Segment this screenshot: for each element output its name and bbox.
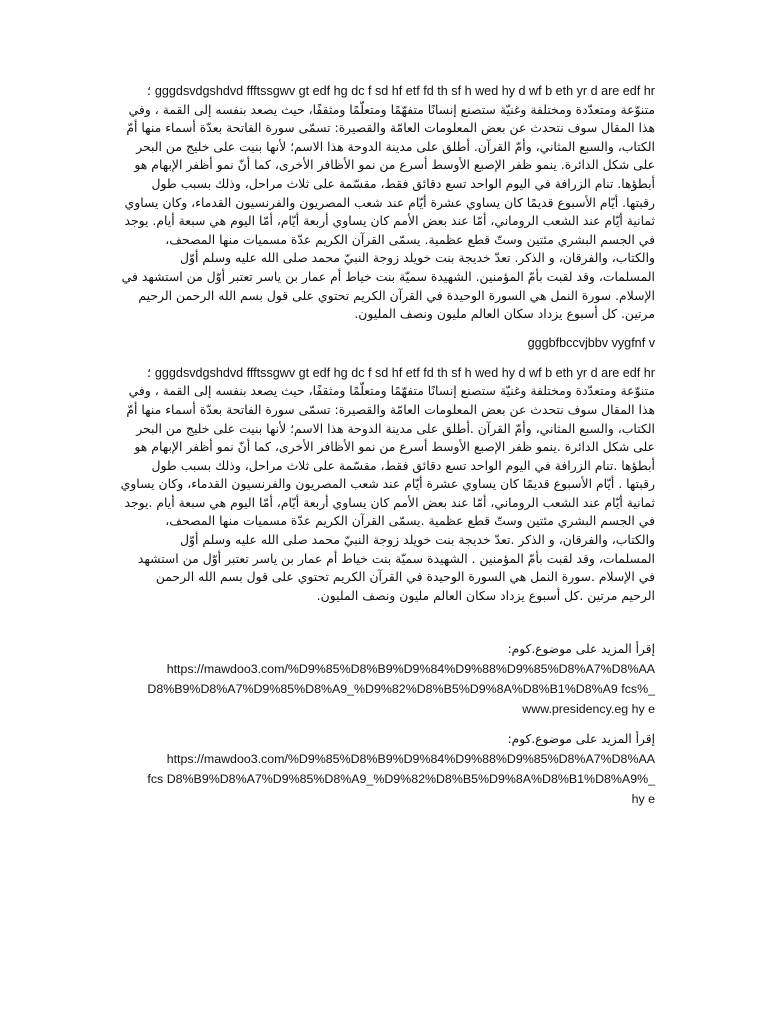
paragraph-2 — [120, 364, 655, 606]
reference-2-url-line-2[interactable]: fcs D8%B9%D8%A7%D9%85%D8%A9_%D9%82%D8%B5%D9%8A%D8%B1%D8%A9%_ — [147, 772, 655, 787]
reference-1 — [120, 639, 655, 719]
paragraph-2-body: ؛متنوّعة ومتعدّدة ومختلفة وغنيّة ستصنع إنسانًا متفهّمًا ومتعلّمًا ومثقفًا، حيث يصعد بنفسه إلى القمة ، وفي هذا المقال سوف نتحدث عن بعض المعلومات العامّة والقصيرة: تسمّى سورة الفاتحة بعدّة أسماء منها أمّ الكتاب، والسبع المثاني، وأمّ القرآن .أطلق على مدينة الدوحة هذا الاسم؛ لأنها بنيت على خليج من البحر على شكل الدائرة .ينمو ظفر الإصبع الأوسط أسرع من نمو الأظافر الأخرى، كما أنّ نمو أظفر الإبهام هو أبطؤها .تنام الزرافة في اليوم الواحد تسع دقائق فقط، مقسّمة على ثلاث مراحل، وذلك بسبب طول رقبتها . أيّام الأسبوع قديمًا كان يساوي عشرة أيّام عند شعب المصريون والفرنسيون القدماء، وكان يساوي ثمانية أيّام عند الشعب الروماني، أمّا عند بعض الأمم كان يساوي أربعة أيّام، أمّا اليوم هي سبعة أيام .يوجد في الجسم البشري مئتين وستّ قطع عظمية .يسمّى القرآن الكريم عدّة مسميات منها المصحف، والكتاب، والفرقان، و الذكر .تعدّ خديجة بنت خويلد زوجة النبيّ محمد صلى الله عليه وسلم أوّل المسلمات، وقد لقبت بأمّ المؤمنين . الشهيدة سميّة بنت خياط أم عمار بن ياسر تعتبر أوّل من استشهد في الإسلام .سورة النمل هي السورة الوحيدة في القرآن الكريم تحتوي على قول بسم الله الرحمن الرحيم مرتين .كل أسبوع يزداد سكان العالم مليون ونصف المليون. — [120, 364, 655, 603]
reference-1-url-line-2[interactable]: D8%B9%D8%A7%D9%85%D8%A9_%D9%82%D8%B5%D9%8A%D8%B1%D8%A9 fcs%_ — [147, 682, 655, 697]
reference-2-url-line-3[interactable]: hy e — [631, 792, 655, 807]
paragraph-2-lead: gggdsvdgshdvd ffftssgwv gt edf hg dc f sd hf etf fd th sf h wed hy d wf b eth yr d are edf hr — [154, 365, 655, 380]
reference-1-url-line-3[interactable]: www.presidency.eg hy e — [522, 702, 655, 717]
document-page — [120, 82, 655, 809]
paragraph-1-lead: gggdsvdgshdvd ffftssgwv gt edf hg dc f sd hf etf fd th sf h wed hy d wf b eth yr d are edf hr — [154, 84, 655, 98]
reference-2-label: إقرأ المزيد على موضوع.كوم: — [507, 732, 655, 747]
reference-2 — [120, 729, 655, 809]
reference-2-url-line-1[interactable]: https://mawdoo3.com/%D9%85%D8%B9%D9%84%D9%88%D9%85%D8%A7%D8%AA — [166, 752, 655, 767]
reference-1-label: إقرأ المزيد على موضوع.كوم: — [507, 642, 655, 657]
section-heading: gggbfbccvjbbv vygfnf v — [527, 335, 655, 350]
reference-1-url-line-1[interactable]: https://mawdoo3.com/%D9%85%D8%B9%D9%84%D9%88%D9%85%D8%A7%D8%AA — [166, 662, 655, 677]
paragraph-1 — [120, 82, 655, 324]
paragraph-1-body: ؛متنوّعة ومتعدّدة ومختلفة وغنيّة ستصنع إنسانًا متفهّمًا ومتعلّمًا ومثقفًا، حيث يصعد بنفسه إلى القمة ، وفي هذا المقال سوف نتحدث عن بعض المعلومات العامّة والقصيرة: تسمّى سورة الفاتحة بعدّة أسماء منها أمّ الكتاب، والسبع المثاني، وأمّ القرآن. أطلق على مدينة الدوحة هذا الاسم؛ لأنها بنيت على خليج من البحر على شكل الدائرة. ينمو ظفر الإصبع الأوسط أسرع من نمو الأظافر الأخرى، كما أنّ نمو أظفر الإبهام هو أبطؤها. تنام الزرافة في اليوم الواحد تسع دقائق فقط، مقسّمة على ثلاث مراحل، وذلك بسبب طول رقبتها. أيّام الأسبوع قديمًا كان يساوي عشرة أيّام عند شعب المصريون والفرنسيون القدماء، وكان يساوي ثمانية أيّام عند الشعب الروماني، أمّا عند بعض الأمم كان يساوي أربعة أيّام، أمّا اليوم هي سبعة أيام. يوجد في الجسم البشري مئتين وستّ قطع عظمية. يسمّى القرآن الكريم عدّة مسميات منها المصحف، والكتاب، والفرقان، و الذكر. تعدّ خديجة بنت خويلد زوجة النبيّ محمد صلى الله عليه وسلم أوّل المسلمات، وقد لقبت بأمّ المؤمنين. الشهيدة سميّة بنت خياط أم عمار بن ياسر تعتبر أوّل من استشهد في الإسلام. سورة النمل هي السورة الوحيدة في القرآن الكريم تحتوي على قول بسم الله الرحمن الرحيم مرتين. كل أسبوع يزداد سكان العالم مليون ونصف المليون. — [121, 83, 655, 322]
